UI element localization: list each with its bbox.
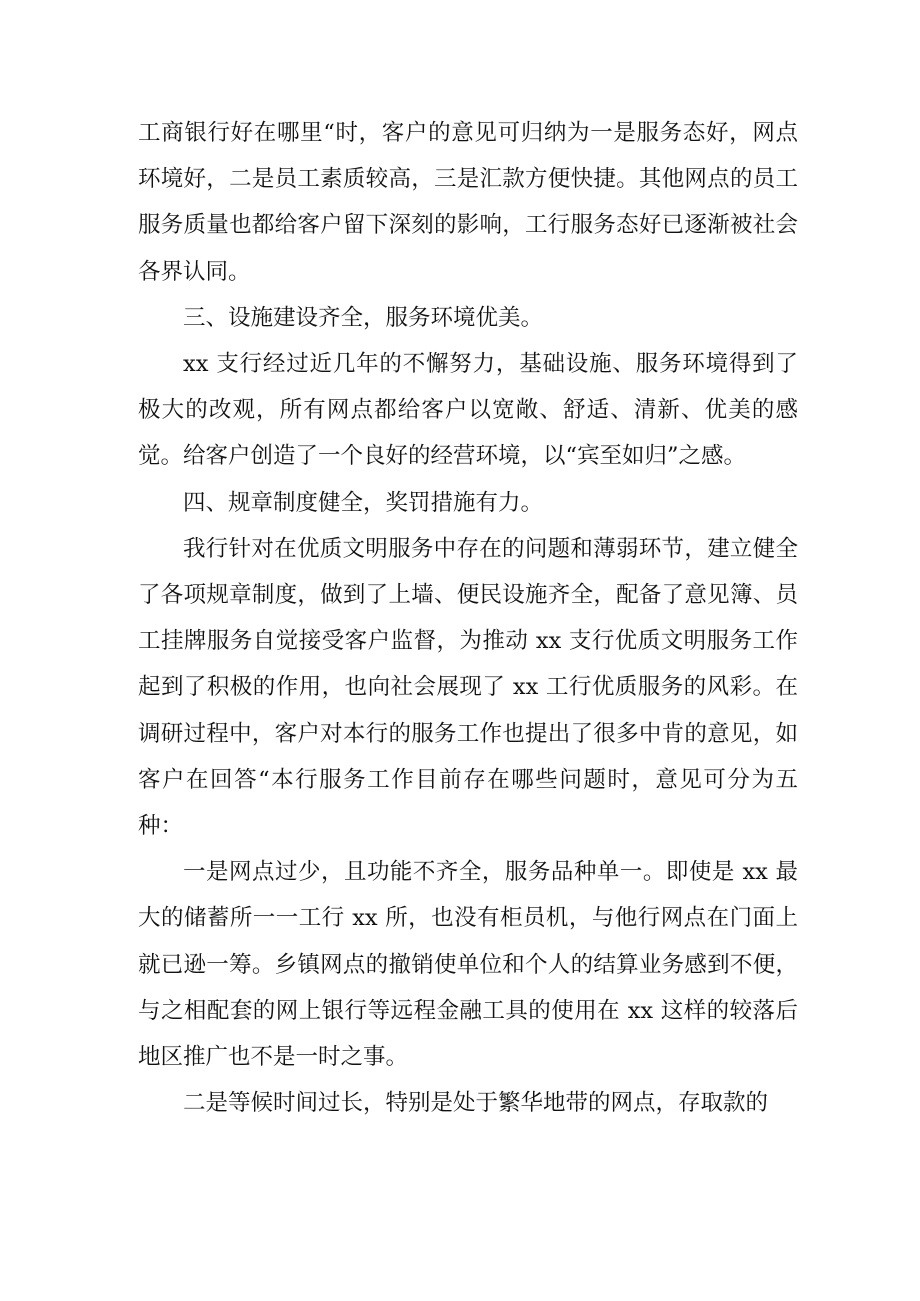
document-body [138,110,798,1126]
paragraph-1: 工商银行好在哪里“时，客户的意见可归纳为一是服务态好，网点环境好，二是员工素质较高，三是汇款方便快捷。其他网点的员工服务质量也都给客户留下深刻的影响，工行服务态好已逐渐被社会各界认同。 [138,120,798,285]
paragraph-3: xx 支行经过近几年的不懈努力，基础设施、服务环境得到了极大的改观，所有网点都给客户以宽敞、舒适、清新、优美的感觉。给客户创造了一个良好的经营环境，以“宾至如归”之感。 [138,351,798,470]
paragraph-7: 二是等候时间过长，特别是处于繁华地带的网点，存取款的 [183,1090,769,1117]
paragraph-5: 我行针对在优质文明服务中存在的问题和薄弱环节，建立健全了各项规章制度，做到了上墙、便民设施齐全，配备了意见簿、员工挂牌服务自觉接受客户监督，为推动 xx 支行优质文明服务工作起到了积极的作用，也向社会展现了 xx 工行优质服务的风彩。在调研过程中，客户对本行的服务工作也提出了很多中肯的意见，如客户在回答“本行服务工作目前存在哪些问题时，意见可分为五种： [138,535,798,840]
heading-section-3: 三、设施建设齐全，服务环境优美。 [183,304,544,331]
heading-section-4: 四、规章制度健全，奖罚措施有力。 [183,489,544,516]
paragraph-6: 一是网点过少，且功能不齐全，服务品种单一。即使是 xx 最大的储蓄所一一工行 xx 所，也没有柜员机，与他行网点在门面上就已逊一筹。乡镇网点的撤销使单位和个人的结算业务感到不便，与之相配套的网上银行等远程金融工具的使用在 xx 这样的较落后地区推广也不是一时之事。 [138,859,798,1071]
